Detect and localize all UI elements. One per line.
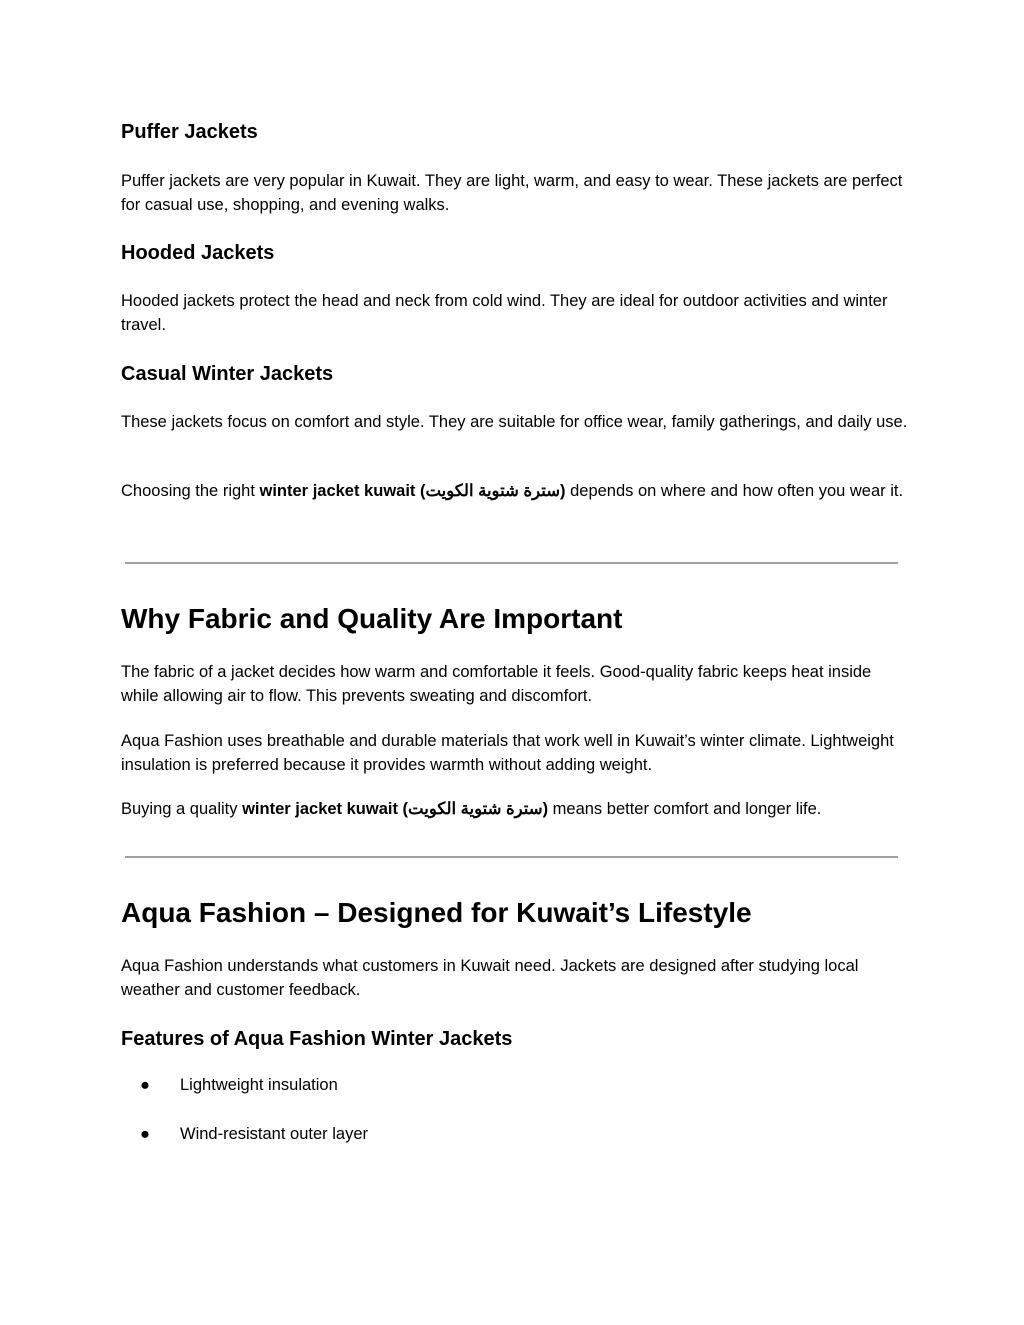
heading-casual: Casual Winter Jackets [121, 363, 334, 385]
bullet-icon: ● [140, 1076, 150, 1094]
text: depends on where and how often you wear it. [565, 482, 904, 500]
paragraph: These jackets focus on comfort and style. They are suitable for office wear, family gatherings, and daily use. [121, 413, 908, 431]
paragraph: Hooded jackets protect the head and neck from cold wind. They are ideal for outdoor activities and winter travel. [121, 292, 888, 334]
list-item [140, 1125, 368, 1144]
paragraph [121, 479, 911, 503]
text: means better comfort and longer life. [548, 800, 822, 818]
paragraph: Aqua Fashion understands what customers in Kuwait need. Jackets are designed after studying local weather and customer feedback. [121, 957, 859, 999]
heading-puffer: Puffer Jackets [121, 121, 258, 143]
paragraph: Puffer jackets are very popular in Kuwait. They are light, warm, and easy to wear. These jackets are perfect for casual use, shopping, and evening walks. [121, 172, 903, 214]
text: Lightweight insulation [180, 1076, 338, 1094]
paragraph: Aqua Fashion uses breathable and durable materials that work well in Kuwait’s winter climate. Lightweight insulation is preferred because it provides warmth without adding weight. [121, 732, 894, 774]
text: Wind-resistant outer layer [180, 1125, 368, 1143]
heading-features: Features of Aqua Fashion Winter Jackets [121, 1028, 513, 1050]
list-item [140, 1076, 338, 1095]
heading-aqua: Aqua Fashion – Designed for Kuwait’s Lifestyle [121, 897, 752, 928]
paragraph [121, 797, 911, 821]
keyword: winter jacket kuwait (سترة شتوية الكويت) [242, 800, 549, 818]
divider [125, 856, 898, 858]
heading-fabric: Why Fabric and Quality Are Important [121, 603, 623, 634]
paragraph: The fabric of a jacket decides how warm and comfortable it feels. Good-quality fabric keeps heat inside while allowing air to flow. This prevents sweating and discomfort. [121, 663, 872, 705]
text: Choosing the right [121, 482, 260, 500]
heading-hooded: Hooded Jackets [121, 242, 275, 264]
bullet-icon: ● [140, 1125, 150, 1143]
divider [125, 562, 898, 564]
text: Buying a quality [121, 800, 243, 818]
keyword: winter jacket kuwait (سترة شتوية الكويت) [259, 482, 566, 500]
